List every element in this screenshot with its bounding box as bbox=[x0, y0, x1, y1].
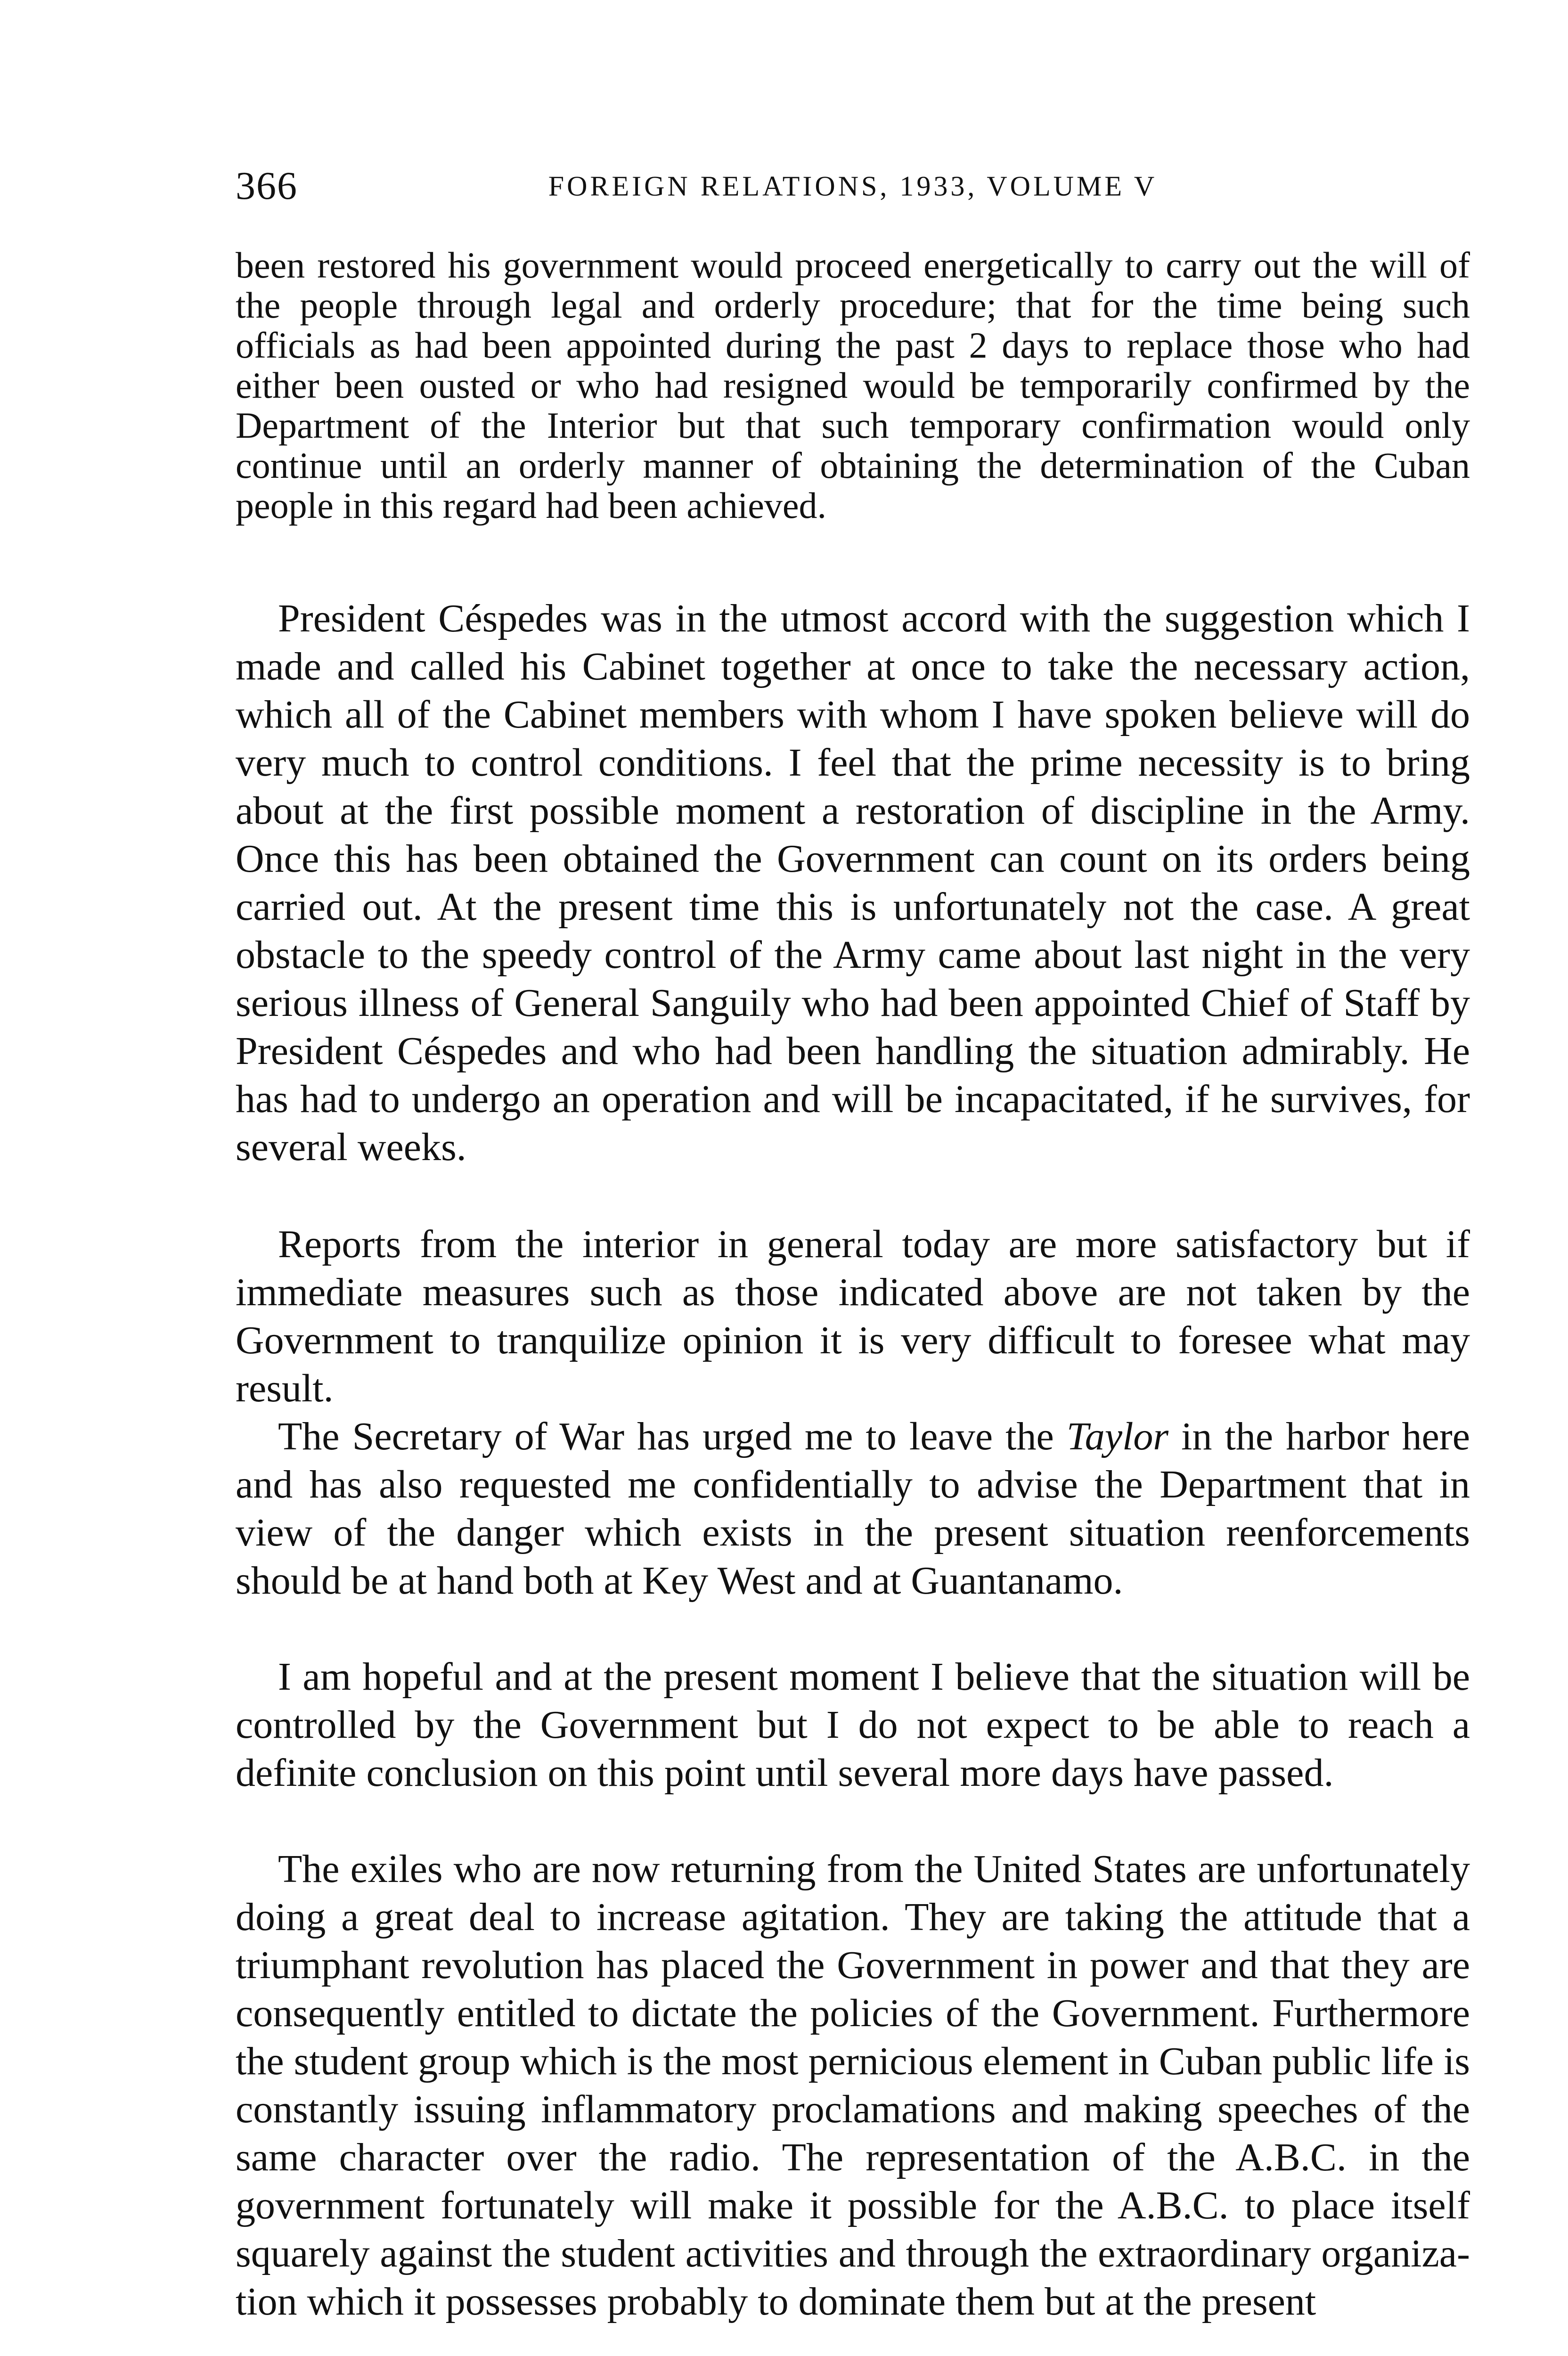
paragraph-continued: been restored his government would proceed energetically to carry out the will of the people through legal and orderly procedure; that for the time being such officials as had been appointed during the past 2 days to replace those who had either been ousted or who had resigned would be temporarily confirmed by the Department of the Interior but that such temporary confirmation would only continue until an orderly manner of obtaining the determination of the Cuban people in this regard had been achieved. bbox=[236, 245, 1470, 526]
running-title: FOREIGN RELATIONS, 1933, VOLUME V bbox=[548, 171, 1158, 202]
paragraph-interior-reports: Reports from the interior in general today are more satisfactory but if immediate measures such as those indicated above are not taken by the Government to tranquilize opinion it is very difficult to foresee what may result. bbox=[236, 1222, 1470, 1410]
paragraph-secretary-of-war bbox=[236, 1413, 1470, 1605]
ship-name: Taylor bbox=[1066, 1415, 1169, 1458]
paragraph-cespedes-accord: President Céspedes was in the utmost accord with the suggestion which I made and called his Cabinet together at once to take the necessary action, which all of the Cabinet members with whom I have spoken believe will do very much to control conditions. I feel that the prime necessity is to bring about at the first possible moment a restoration of discipline in the Army. Once this has been obtained the Government can count on its orders being carried out. At the present time this is unfortunately not the case. A great obstacle to the speedy control of the Army came about last night in the very serious illness of General Sanguily who had been appointed Chief of Staff by President Céspedes and who had been handling the situation admirably. He has had to undergo an operation and will be incapacitated, if he survives, for several weeks. bbox=[236, 597, 1470, 1169]
paragraph-hopeful: I am hopeful and at the present moment I believe that the situation will be controlled by the Government but I do not expect to be able to reach a definite conclusion on this point until several more days have passed. bbox=[236, 1655, 1470, 1795]
page-number: 366 bbox=[236, 164, 298, 208]
running-head bbox=[236, 160, 1470, 212]
paragraph-text-after-ship: in the harbor here and has also requested me confidentially to advise the Department that in view of the danger which exists in the present situation reenforcements should be at hand both at Key West and at Guantanamo. bbox=[236, 1415, 1470, 1603]
paragraph-exiles: The exiles who are now returning from the United States are unfortunately doing a great deal to increase agitation. They are taking the attitude that a triumphant revolution has placed the Government in power and that they are consequently entitled to dictate the policies of the Government. Furthermore the student group which is the most pernicious element in Cuban public life is constantly issuing inflammatory proclamations and making speeches of the same character over the radio. The representation of the A.B.C. in the government fortunately will make it possible for the A.B.C. to place itself squarely against the student activities and through the extraordinary organization which it possesses probably to dominate them but at the present bbox=[236, 1847, 1470, 2323]
paragraph-text-before-ship: The Secretary of War has urged me to leave the bbox=[278, 1415, 1067, 1458]
